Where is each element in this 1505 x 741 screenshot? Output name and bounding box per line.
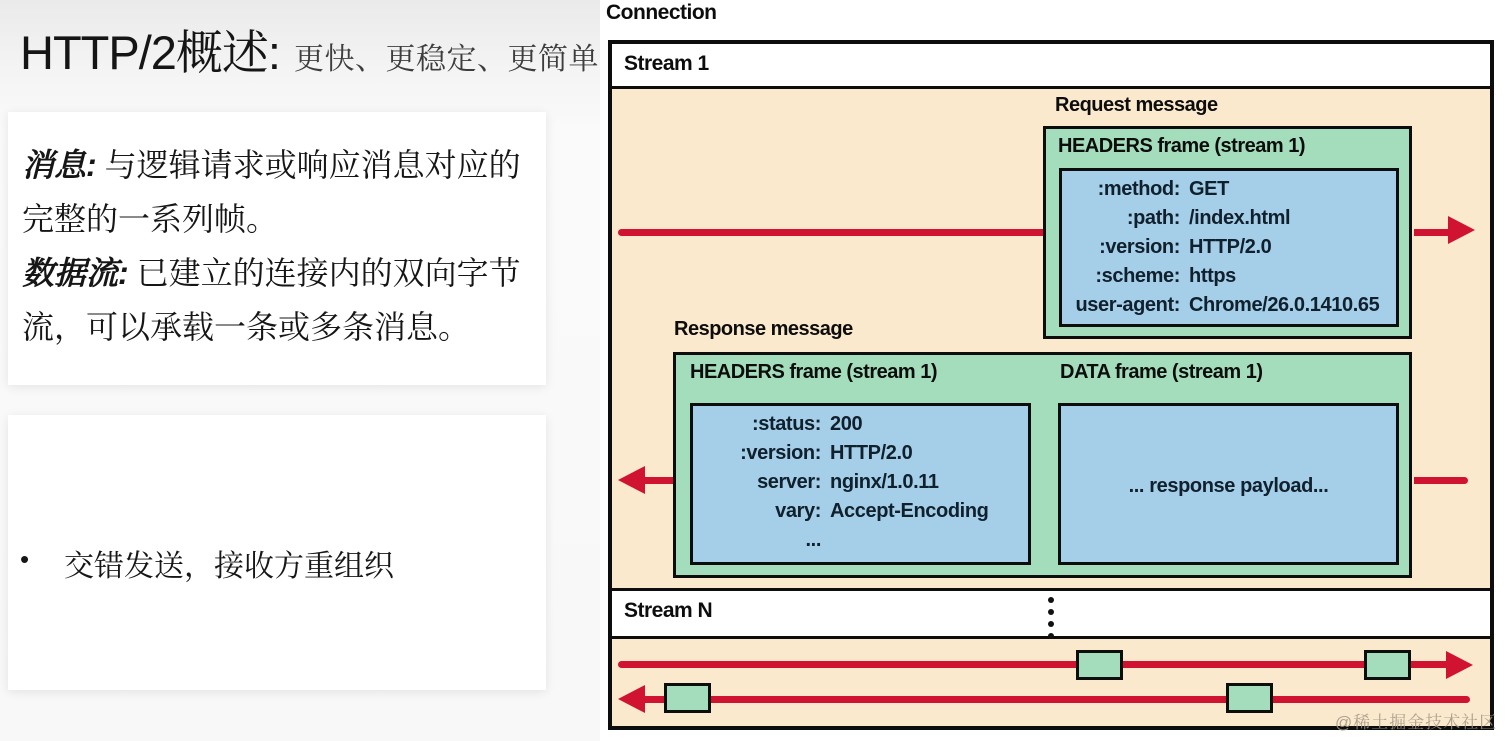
- header-row: :version: HTTP/2.0: [740, 442, 913, 464]
- response-payload-box: [1058, 403, 1399, 565]
- header-row: ...: [805, 529, 821, 551]
- streamN-left-arrowhead-icon: [618, 685, 645, 713]
- watermark: @稀土掘金技术社区: [1335, 713, 1498, 732]
- request-arrowhead-icon: [1448, 216, 1475, 244]
- title-text: HTTP/2概述:: [20, 26, 280, 79]
- response-frames-group: [673, 352, 1412, 578]
- response-arrow-line-left: [642, 477, 675, 484]
- request-headers-box: [1059, 168, 1399, 327]
- stream1-row: [612, 44, 1490, 89]
- subtitle-text: 更快、更稳定、更简单: [293, 43, 599, 76]
- response-headers-box: [690, 403, 1031, 565]
- definition-stream: [22, 246, 532, 354]
- streamN-label: Stream N: [624, 599, 713, 622]
- header-row: user-agent: Chrome/26.0.1410.65: [1075, 294, 1380, 316]
- header-row: server: nginx/1.0.11: [757, 471, 939, 493]
- header-row: vary: Accept-Encoding: [775, 500, 989, 522]
- request-message-label: Request message: [1055, 94, 1218, 116]
- request-arrow-line: [618, 229, 1045, 236]
- header-row: :version: HTTP/2.0: [1099, 236, 1272, 258]
- frame-block: [1076, 650, 1123, 680]
- request-headers-frame: [1043, 126, 1412, 339]
- bullet-card: [8, 415, 546, 690]
- ellipsis-dots-icon: [1048, 597, 1054, 639]
- header-row: :status: 200: [751, 413, 863, 435]
- frame-block: [1226, 683, 1273, 713]
- header-row: :path: /index.html: [1126, 207, 1291, 229]
- page-title: [20, 16, 599, 83]
- connection-box: [608, 40, 1494, 730]
- frame-block: [1364, 650, 1411, 680]
- stream1-body: [612, 89, 1490, 591]
- response-message-label: Response message: [674, 318, 853, 340]
- bullet-item: [8, 541, 546, 585]
- connection-label: Connection: [606, 1, 717, 24]
- stream1-label: Stream 1: [624, 52, 709, 75]
- streamN-right-arrow-line: [618, 661, 1448, 668]
- frame-block: [664, 683, 711, 713]
- definition-message-term: 消息:: [22, 147, 97, 183]
- bullet-text: 交错发送，接收方重组织: [64, 550, 394, 583]
- streamN-right-arrowhead-icon: [1446, 651, 1473, 679]
- request-arrow-stub: [1414, 229, 1450, 236]
- definition-message-text: 与逻辑请求或响应消息对应的完整的一系列帧。: [22, 147, 521, 237]
- response-headers-frame-title: HEADERS frame (stream 1): [690, 361, 937, 383]
- streamN-row: [612, 591, 1490, 639]
- notes-panel: [0, 0, 600, 741]
- header-row: :scheme: https: [1095, 265, 1236, 287]
- definitions-card: [8, 112, 546, 385]
- response-data-frame-title: DATA frame (stream 1): [1060, 361, 1263, 383]
- streamN-left-arrow-line: [643, 696, 1470, 703]
- response-arrow-line-right: [1414, 477, 1468, 484]
- definition-stream-text: 已建立的连接内的双向字节流，可以承载一条或多条消息。: [22, 255, 521, 345]
- response-arrowhead-icon: [618, 466, 645, 494]
- bullet-marker: •: [20, 544, 30, 574]
- header-row: :method: GET: [1097, 178, 1229, 200]
- request-headers-frame-title: HEADERS frame (stream 1): [1058, 135, 1305, 157]
- definition-stream-term: 数据流:: [22, 255, 129, 291]
- definition-message: [22, 138, 532, 246]
- response-payload-text: ... response payload...: [1128, 474, 1329, 497]
